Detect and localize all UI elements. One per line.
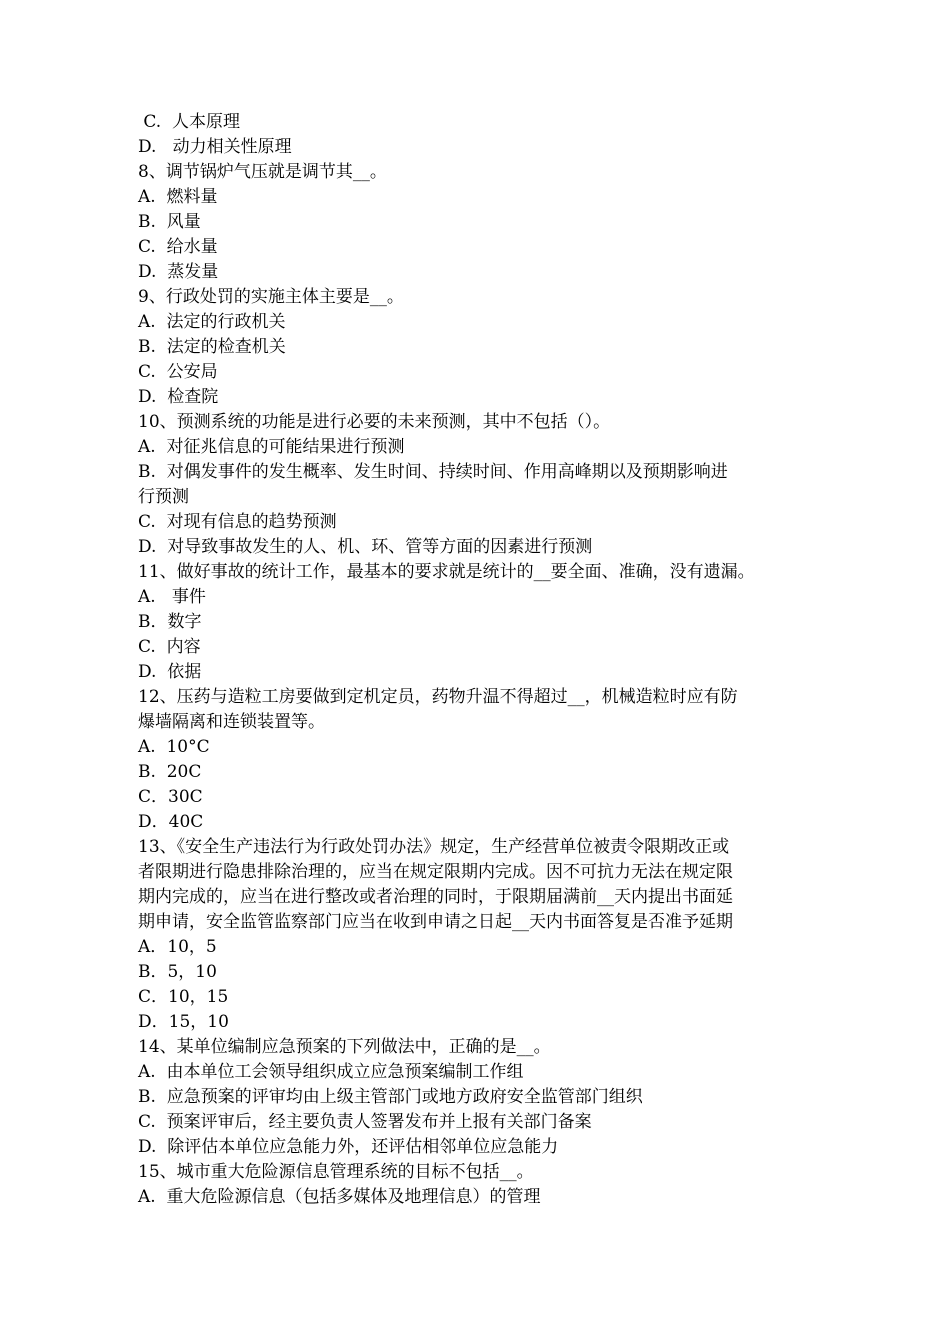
question-line: 期申请，安全监管监察部门应当在收到申请之日起__天内书面答复是否准予延期 bbox=[138, 912, 733, 932]
option-line: B．数字 bbox=[138, 612, 202, 632]
option-line: A. 法定的行政机关 bbox=[138, 312, 286, 332]
option-line: B. 20C bbox=[138, 762, 202, 782]
question-line: 10、预测系统的功能是进行必要的未来预测，其中不包括（）。 bbox=[138, 412, 611, 432]
question-line: 9、行政处罚的实施主体主要是__。 bbox=[138, 287, 404, 307]
question-line: 14、某单位编制应急预案的下列做法中，正确的是__。 bbox=[138, 1037, 551, 1057]
option-line: D．40C bbox=[138, 812, 204, 832]
question-line: 12、压药与造粒工房要做到定机定员，药物升温不得超过__，机械造粒时应有防 bbox=[138, 687, 738, 707]
option-line: C. 内容 bbox=[138, 637, 201, 657]
option-line: B. 对偶发事件的发生概率、发生时间、持续时间、作用高峰期以及预期影响进 bbox=[138, 462, 728, 482]
option-line: B. 风量 bbox=[138, 212, 201, 232]
option-line: D. 对导致事故发生的人、机、环、管等方面的因素进行预测 bbox=[138, 537, 593, 557]
option-line: A. 10°C bbox=[138, 737, 210, 757]
question-line: 者限期进行隐患排除治理的，应当在规定限期内完成。因不可抗力无法在规定限 bbox=[138, 862, 733, 882]
option-line: C. 公安局 bbox=[138, 362, 218, 382]
option-line: C. 对现有信息的趋势预测 bbox=[138, 512, 337, 532]
option-line: 行预测 bbox=[138, 487, 189, 507]
option-line: C. 给水量 bbox=[138, 237, 218, 257]
option-line: B．5，10 bbox=[138, 962, 217, 982]
option-line: C．10，15 bbox=[138, 987, 229, 1007]
question-line: 15、城市重大危险源信息管理系统的目标不包括__。 bbox=[138, 1162, 534, 1182]
option-line: D. 依据 bbox=[138, 662, 202, 682]
question-line: 13、《安全生产违法行为行政处罚办法》规定，生产经营单位被责令限期改正或 bbox=[138, 837, 730, 857]
option-line: A. 事件 bbox=[138, 587, 206, 607]
option-line: B. 应急预案的评审均由上级主管部门或地方政府安全监管部门组织 bbox=[138, 1087, 643, 1107]
option-line: A. 燃料量 bbox=[138, 187, 218, 207]
document-body bbox=[138, 110, 828, 1210]
option-line: D. 蒸发量 bbox=[138, 262, 219, 282]
option-line: C．30C bbox=[138, 787, 203, 807]
question-line: 11、做好事故的统计工作，最基本的要求就是统计的__要全面、准确，没有遗漏。 bbox=[138, 562, 755, 582]
option-line: B. 法定的检查机关 bbox=[138, 337, 286, 357]
option-line: A. 对征兆信息的可能结果进行预测 bbox=[138, 437, 405, 457]
text-line: C. 人本原理 bbox=[138, 112, 241, 132]
option-line: D. 除评估本单位应急能力外，还评估相邻单位应急能力 bbox=[138, 1137, 559, 1157]
option-line: D．15，10 bbox=[138, 1012, 229, 1032]
option-line: C. 预案评审后，经主要负责人签署发布并上报有关部门备案 bbox=[138, 1112, 592, 1132]
question-line: 8、调节锅炉气压就是调节其__。 bbox=[138, 162, 387, 182]
option-line: A. 重大危险源信息（包括多媒体及地理信息）的管理 bbox=[138, 1187, 541, 1207]
option-line: A. 由本单位工会领导组织成立应急预案编制工作组 bbox=[138, 1062, 524, 1082]
question-line: 期内完成的，应当在进行整改或者治理的同时，于限期届满前__天内提出书面延 bbox=[138, 887, 733, 907]
text-line: D. 动力相关性原理 bbox=[138, 137, 292, 157]
option-line: A．10，5 bbox=[138, 937, 217, 957]
question-line: 爆墙隔离和连锁装置等。 bbox=[138, 712, 325, 732]
option-line: D. 检查院 bbox=[138, 387, 219, 407]
